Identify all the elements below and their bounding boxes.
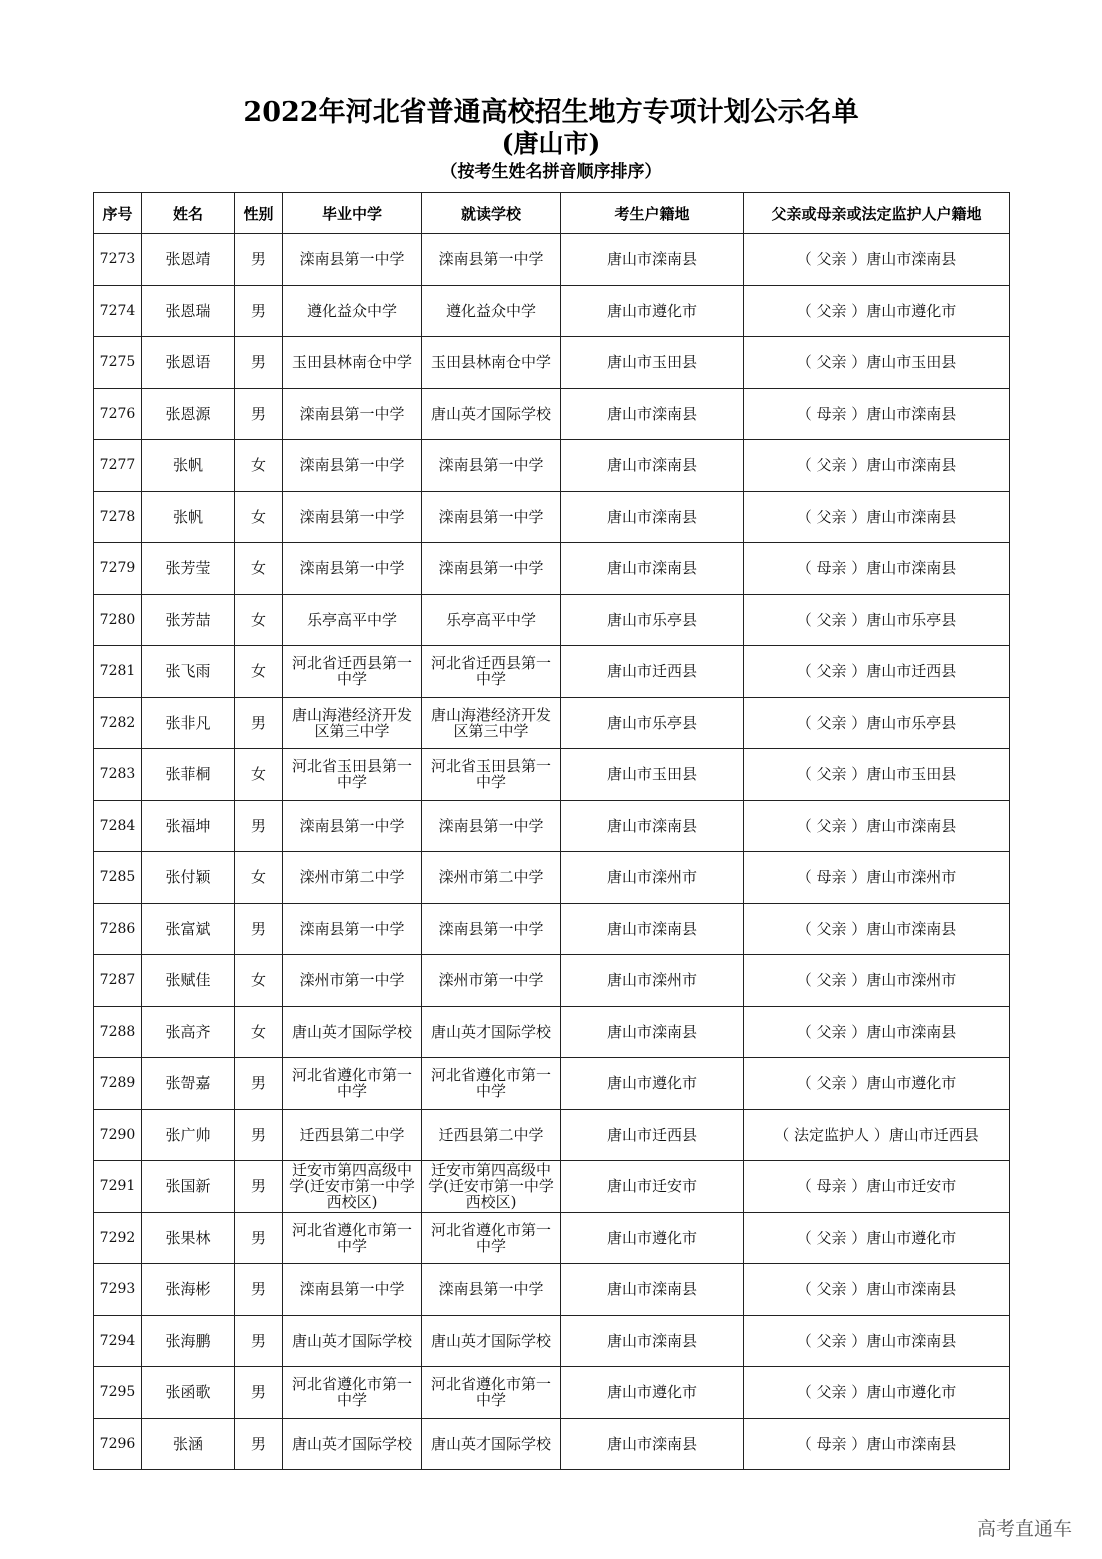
gender-cell: 女 xyxy=(235,955,283,1007)
student-name-cell: 张福坤 xyxy=(142,800,235,852)
gender-cell: 女 xyxy=(235,440,283,492)
gender-cell: 男 xyxy=(235,800,283,852)
column-header: 序号 xyxy=(94,193,142,234)
graduation-school-cell: 迁西县第二中学 xyxy=(283,1109,422,1161)
student-residence-cell: 唐山市滦南县 xyxy=(561,800,744,852)
graduation-school-cell: 河北省迁西县第一中学 xyxy=(283,646,422,698)
student-residence-cell: 唐山市滦州市 xyxy=(561,852,744,904)
table-row xyxy=(94,491,1010,543)
graduation-school-cell: 滦南县第一中学 xyxy=(283,543,422,595)
row-number-cell: 7280 xyxy=(94,594,142,646)
student-name-cell: 张恩语 xyxy=(142,337,235,389)
table-row xyxy=(94,1212,1010,1264)
student-residence-cell: 唐山市滦南县 xyxy=(561,234,744,286)
current-school-cell: 滦南县第一中学 xyxy=(422,800,561,852)
student-name-cell: 张恩靖 xyxy=(142,234,235,286)
table-row xyxy=(94,903,1010,955)
current-school-cell: 滦南县第一中学 xyxy=(422,440,561,492)
table-row xyxy=(94,955,1010,1007)
guardian-residence-cell: （ 父亲 ）唐山市乐亭县 xyxy=(744,697,1010,749)
student-residence-cell: 唐山市滦南县 xyxy=(561,1418,744,1470)
table-header-row xyxy=(94,193,1010,234)
current-school-cell: 河北省遵化市第一中学 xyxy=(422,1367,561,1419)
guardian-residence-cell: （ 父亲 ）唐山市滦南县 xyxy=(744,903,1010,955)
current-school-cell: 滦南县第一中学 xyxy=(422,234,561,286)
gender-cell: 男 xyxy=(235,285,283,337)
guardian-residence-cell: （ 父亲 ）唐山市滦南县 xyxy=(744,491,1010,543)
table-row xyxy=(94,440,1010,492)
student-residence-cell: 唐山市玉田县 xyxy=(561,337,744,389)
gender-cell: 男 xyxy=(235,697,283,749)
current-school-cell: 滦南县第一中学 xyxy=(422,491,561,543)
student-residence-cell: 唐山市遵化市 xyxy=(561,1212,744,1264)
current-school-cell: 河北省遵化市第一中学 xyxy=(422,1212,561,1264)
student-name-cell: 张富斌 xyxy=(142,903,235,955)
student-residence-cell: 唐山市迁西县 xyxy=(561,1109,744,1161)
page-subtitle: (唐山市) xyxy=(501,129,601,158)
roster-table xyxy=(93,192,1010,1470)
row-number-cell: 7284 xyxy=(94,800,142,852)
graduation-school-cell: 乐亭高平中学 xyxy=(283,594,422,646)
graduation-school-cell: 滦南县第一中学 xyxy=(283,234,422,286)
graduation-school-cell: 唐山英才国际学校 xyxy=(283,1418,422,1470)
row-number-cell: 7289 xyxy=(94,1058,142,1110)
gender-cell: 男 xyxy=(235,234,283,286)
row-number-cell: 7278 xyxy=(94,491,142,543)
row-number-cell: 7282 xyxy=(94,697,142,749)
student-name-cell: 张赋佳 xyxy=(142,955,235,1007)
student-residence-cell: 唐山市滦南县 xyxy=(561,903,744,955)
gender-cell: 女 xyxy=(235,749,283,801)
table-row xyxy=(94,749,1010,801)
row-number-cell: 7277 xyxy=(94,440,142,492)
current-school-cell: 滦南县第一中学 xyxy=(422,543,561,595)
student-name-cell: 张涵 xyxy=(142,1418,235,1470)
current-school-cell: 迁西县第二中学 xyxy=(422,1109,561,1161)
table-row xyxy=(94,1006,1010,1058)
current-school-cell: 唐山英才国际学校 xyxy=(422,1006,561,1058)
student-residence-cell: 唐山市遵化市 xyxy=(561,285,744,337)
graduation-school-cell: 滦南县第一中学 xyxy=(283,1264,422,1316)
row-number-cell: 7273 xyxy=(94,234,142,286)
table-row xyxy=(94,388,1010,440)
graduation-school-cell: 滦南县第一中学 xyxy=(283,800,422,852)
gender-cell: 女 xyxy=(235,543,283,595)
gender-cell: 男 xyxy=(235,1212,283,1264)
table-row xyxy=(94,1418,1010,1470)
guardian-residence-cell: （ 母亲 ）唐山市滦南县 xyxy=(744,1418,1010,1470)
current-school-cell: 迁安市第四高级中学(迁安市第一中学西校区) xyxy=(422,1161,561,1213)
graduation-school-cell: 滦州市第二中学 xyxy=(283,852,422,904)
graduation-school-cell: 河北省遵化市第一中学 xyxy=(283,1212,422,1264)
graduation-school-cell: 滦州市第一中学 xyxy=(283,955,422,1007)
table-row xyxy=(94,1367,1010,1419)
guardian-residence-cell: （ 父亲 ）唐山市滦南县 xyxy=(744,800,1010,852)
row-number-cell: 7285 xyxy=(94,852,142,904)
column-header: 就读学校 xyxy=(422,193,561,234)
row-number-cell: 7295 xyxy=(94,1367,142,1419)
current-school-cell: 唐山英才国际学校 xyxy=(422,1418,561,1470)
guardian-residence-cell: （ 父亲 ）唐山市遵化市 xyxy=(744,1367,1010,1419)
student-name-cell: 张付颖 xyxy=(142,852,235,904)
student-name-cell: 张帆 xyxy=(142,491,235,543)
gender-cell: 男 xyxy=(235,1264,283,1316)
current-school-cell: 唐山英才国际学校 xyxy=(422,388,561,440)
current-school-cell: 唐山海港经济开发区第三中学 xyxy=(422,697,561,749)
guardian-residence-cell: （ 父亲 ）唐山市乐亭县 xyxy=(744,594,1010,646)
student-name-cell: 张芳喆 xyxy=(142,594,235,646)
student-residence-cell: 唐山市滦南县 xyxy=(561,1315,744,1367)
current-school-cell: 乐亭高平中学 xyxy=(422,594,561,646)
row-number-cell: 7294 xyxy=(94,1315,142,1367)
table-row xyxy=(94,234,1010,286)
student-name-cell: 张海鹏 xyxy=(142,1315,235,1367)
guardian-residence-cell: （ 母亲 ）唐山市滦州市 xyxy=(744,852,1010,904)
row-number-cell: 7281 xyxy=(94,646,142,698)
student-residence-cell: 唐山市乐亭县 xyxy=(561,594,744,646)
graduation-school-cell: 玉田县林南仓中学 xyxy=(283,337,422,389)
student-name-cell: 张函歌 xyxy=(142,1367,235,1419)
row-number-cell: 7275 xyxy=(94,337,142,389)
gender-cell: 女 xyxy=(235,491,283,543)
student-name-cell: 张帆 xyxy=(142,440,235,492)
graduation-school-cell: 唐山英才国际学校 xyxy=(283,1315,422,1367)
guardian-residence-cell: （ 父亲 ）唐山市迁西县 xyxy=(744,646,1010,698)
student-residence-cell: 唐山市滦南县 xyxy=(561,1264,744,1316)
graduation-school-cell: 迁安市第四高级中学(迁安市第一中学西校区) xyxy=(283,1161,422,1213)
graduation-school-cell: 滦南县第一中学 xyxy=(283,440,422,492)
guardian-residence-cell: （ 父亲 ）唐山市玉田县 xyxy=(744,749,1010,801)
table-row xyxy=(94,646,1010,698)
student-residence-cell: 唐山市滦南县 xyxy=(561,543,744,595)
table-row xyxy=(94,594,1010,646)
guardian-residence-cell: （ 法定监护人 ）唐山市迁西县 xyxy=(744,1109,1010,1161)
column-header: 父亲或母亲或法定监护人户籍地 xyxy=(744,193,1010,234)
table-row xyxy=(94,800,1010,852)
row-number-cell: 7274 xyxy=(94,285,142,337)
guardian-residence-cell: （ 母亲 ）唐山市迁安市 xyxy=(744,1161,1010,1213)
guardian-residence-cell: （ 母亲 ）唐山市滦南县 xyxy=(744,388,1010,440)
row-number-cell: 7286 xyxy=(94,903,142,955)
student-residence-cell: 唐山市滦南县 xyxy=(561,388,744,440)
current-school-cell: 滦南县第一中学 xyxy=(422,903,561,955)
student-name-cell: 张恩瑞 xyxy=(142,285,235,337)
student-name-cell: 张芳莹 xyxy=(142,543,235,595)
student-name-cell: 张广帅 xyxy=(142,1109,235,1161)
table-row xyxy=(94,1264,1010,1316)
column-header: 性别 xyxy=(235,193,283,234)
guardian-residence-cell: （ 父亲 ）唐山市滦南县 xyxy=(744,234,1010,286)
current-school-cell: 玉田县林南仓中学 xyxy=(422,337,561,389)
table-row xyxy=(94,1161,1010,1213)
student-name-cell: 张飞雨 xyxy=(142,646,235,698)
gender-cell: 男 xyxy=(235,1109,283,1161)
row-number-cell: 7291 xyxy=(94,1161,142,1213)
guardian-residence-cell: （ 父亲 ）唐山市遵化市 xyxy=(744,1058,1010,1110)
graduation-school-cell: 滦南县第一中学 xyxy=(283,903,422,955)
graduation-school-cell: 滦南县第一中学 xyxy=(283,491,422,543)
graduation-school-cell: 遵化益众中学 xyxy=(283,285,422,337)
guardian-residence-cell: （ 父亲 ）唐山市遵化市 xyxy=(744,285,1010,337)
gender-cell: 女 xyxy=(235,852,283,904)
row-number-cell: 7290 xyxy=(94,1109,142,1161)
row-number-cell: 7296 xyxy=(94,1418,142,1470)
graduation-school-cell: 滦南县第一中学 xyxy=(283,388,422,440)
row-number-cell: 7293 xyxy=(94,1264,142,1316)
sort-note: （按考生姓名拼音顺序排序） xyxy=(440,162,662,182)
student-name-cell: 张果林 xyxy=(142,1212,235,1264)
gender-cell: 男 xyxy=(235,1161,283,1213)
student-residence-cell: 唐山市玉田县 xyxy=(561,749,744,801)
guardian-residence-cell: （ 父亲 ）唐山市遵化市 xyxy=(744,1212,1010,1264)
row-number-cell: 7276 xyxy=(94,388,142,440)
student-name-cell: 张国新 xyxy=(142,1161,235,1213)
current-school-cell: 河北省迁西县第一中学 xyxy=(422,646,561,698)
column-header: 毕业中学 xyxy=(283,193,422,234)
row-number-cell: 7288 xyxy=(94,1006,142,1058)
student-residence-cell: 唐山市遵化市 xyxy=(561,1367,744,1419)
row-number-cell: 7287 xyxy=(94,955,142,1007)
column-header: 姓名 xyxy=(142,193,235,234)
guardian-residence-cell: （ 父亲 ）唐山市滦南县 xyxy=(744,440,1010,492)
gender-cell: 男 xyxy=(235,1315,283,1367)
gender-cell: 女 xyxy=(235,646,283,698)
current-school-cell: 滦州市第一中学 xyxy=(422,955,561,1007)
student-name-cell: 张海彬 xyxy=(142,1264,235,1316)
guardian-residence-cell: （ 母亲 ）唐山市滦南县 xyxy=(744,543,1010,595)
graduation-school-cell: 河北省遵化市第一中学 xyxy=(283,1058,422,1110)
guardian-residence-cell: （ 父亲 ）唐山市滦南县 xyxy=(744,1006,1010,1058)
guardian-residence-cell: （ 父亲 ）唐山市滦州市 xyxy=(744,955,1010,1007)
student-name-cell: 张哿嘉 xyxy=(142,1058,235,1110)
table-row xyxy=(94,852,1010,904)
gender-cell: 女 xyxy=(235,1006,283,1058)
table-row xyxy=(94,1058,1010,1110)
guardian-residence-cell: （ 父亲 ）唐山市玉田县 xyxy=(744,337,1010,389)
student-residence-cell: 唐山市迁西县 xyxy=(561,646,744,698)
gender-cell: 女 xyxy=(235,594,283,646)
graduation-school-cell: 唐山海港经济开发区第三中学 xyxy=(283,697,422,749)
gender-cell: 男 xyxy=(235,388,283,440)
gender-cell: 男 xyxy=(235,1058,283,1110)
student-residence-cell: 唐山市滦南县 xyxy=(561,491,744,543)
gender-cell: 男 xyxy=(235,903,283,955)
student-name-cell: 张菲桐 xyxy=(142,749,235,801)
page-title: 2022年河北省普通高校招生地方专项计划公示名单 xyxy=(243,97,859,128)
guardian-residence-cell: （ 父亲 ）唐山市滦南县 xyxy=(744,1315,1010,1367)
table-row xyxy=(94,543,1010,595)
current-school-cell: 河北省遵化市第一中学 xyxy=(422,1058,561,1110)
row-number-cell: 7292 xyxy=(94,1212,142,1264)
graduation-school-cell: 河北省玉田县第一中学 xyxy=(283,749,422,801)
watermark: 高考直通车 xyxy=(976,1518,1072,1540)
student-residence-cell: 唐山市滦州市 xyxy=(561,955,744,1007)
student-residence-cell: 唐山市滦南县 xyxy=(561,1006,744,1058)
student-name-cell: 张高齐 xyxy=(142,1006,235,1058)
current-school-cell: 滦南县第一中学 xyxy=(422,1264,561,1316)
table-row xyxy=(94,1315,1010,1367)
gender-cell: 男 xyxy=(235,1418,283,1470)
graduation-school-cell: 河北省遵化市第一中学 xyxy=(283,1367,422,1419)
guardian-residence-cell: （ 父亲 ）唐山市滦南县 xyxy=(744,1264,1010,1316)
column-header: 考生户籍地 xyxy=(561,193,744,234)
gender-cell: 男 xyxy=(235,1367,283,1419)
student-name-cell: 张恩源 xyxy=(142,388,235,440)
current-school-cell: 唐山英才国际学校 xyxy=(422,1315,561,1367)
student-residence-cell: 唐山市遵化市 xyxy=(561,1058,744,1110)
table-row xyxy=(94,1109,1010,1161)
student-residence-cell: 唐山市迁安市 xyxy=(561,1161,744,1213)
student-residence-cell: 唐山市滦南县 xyxy=(561,440,744,492)
row-number-cell: 7279 xyxy=(94,543,142,595)
current-school-cell: 滦州市第二中学 xyxy=(422,852,561,904)
row-number-cell: 7283 xyxy=(94,749,142,801)
table-row xyxy=(94,697,1010,749)
graduation-school-cell: 唐山英才国际学校 xyxy=(283,1006,422,1058)
current-school-cell: 河北省玉田县第一中学 xyxy=(422,749,561,801)
table-row xyxy=(94,337,1010,389)
student-residence-cell: 唐山市乐亭县 xyxy=(561,697,744,749)
table-row xyxy=(94,285,1010,337)
current-school-cell: 遵化益众中学 xyxy=(422,285,561,337)
student-name-cell: 张非凡 xyxy=(142,697,235,749)
gender-cell: 男 xyxy=(235,337,283,389)
